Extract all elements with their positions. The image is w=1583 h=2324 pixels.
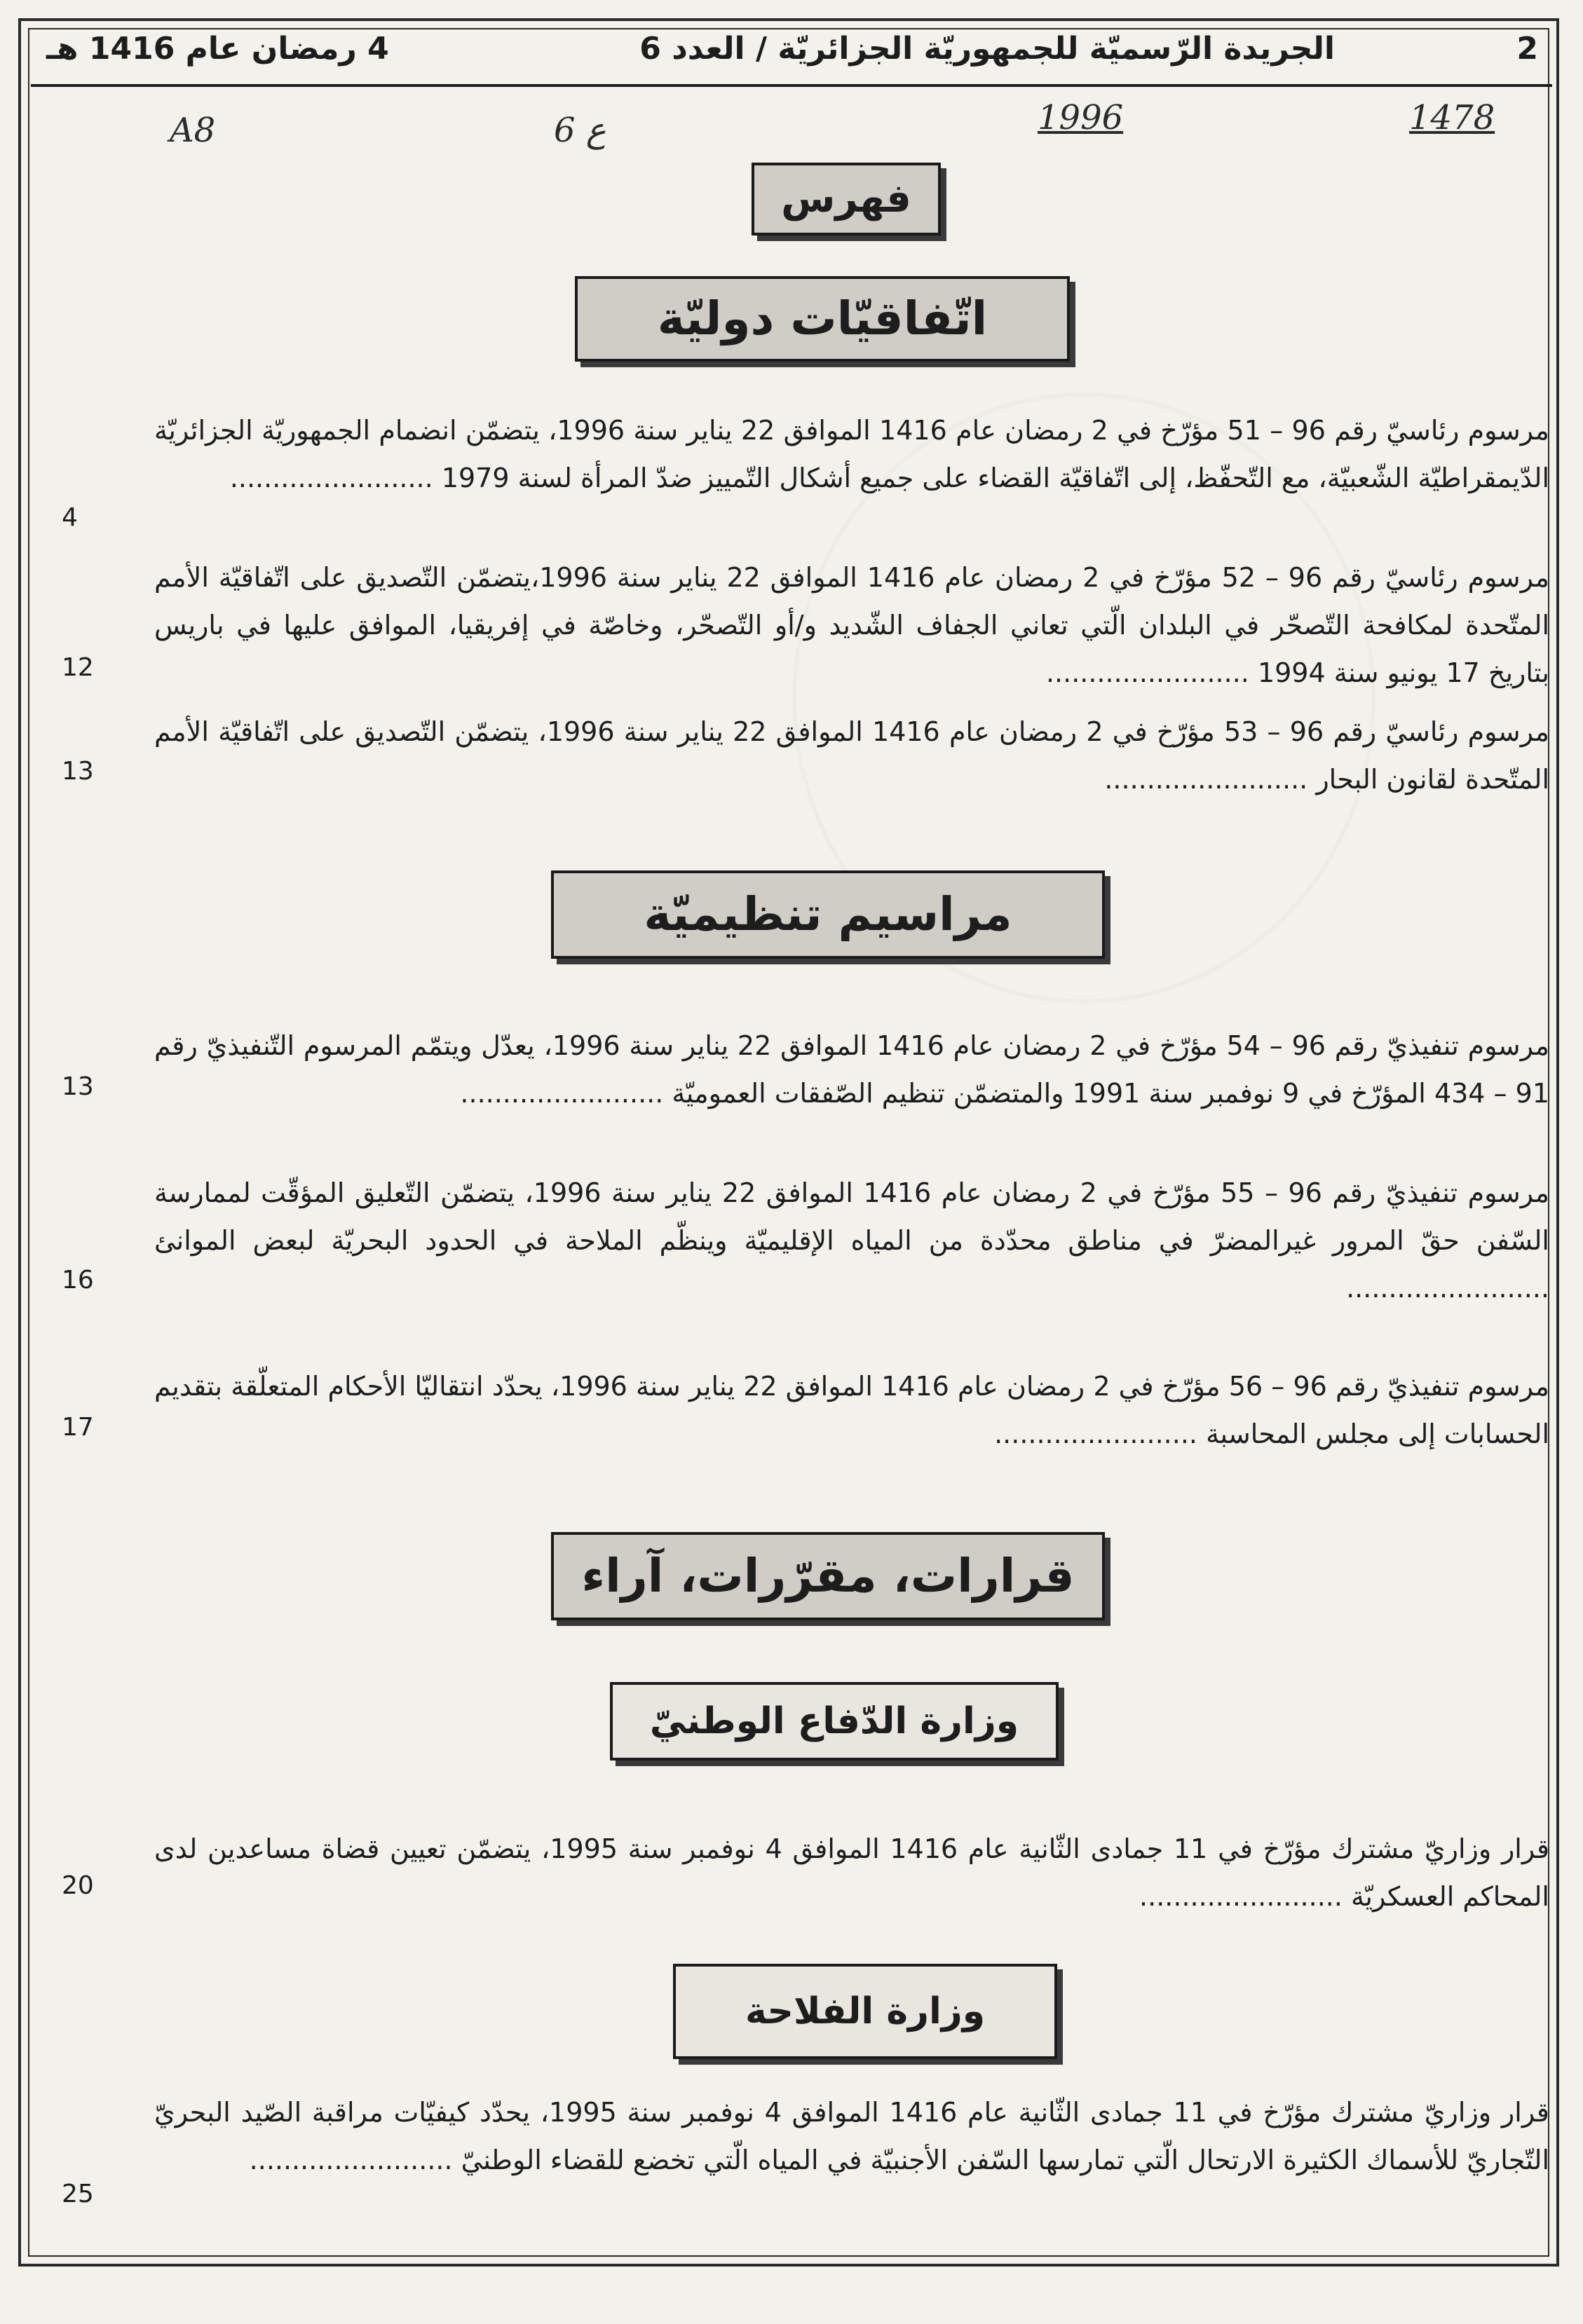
header-title: الجريدة الرّسميّة للجمهوريّة الجزائريّة / العدد 6: [639, 31, 1335, 67]
toc-entry-text: مرسوم رئاسيّ رقم 96 – 52 مؤرّخ في 2 رمضان عام 1416 الموافق 22 يناير سنة 1996،يتضمّن التّصديق على اتّفاقيّة الأمم المتّحدة لمكافحة التّصحّر في البلدان الّتي تعاني الجفاف الشّديد و/أو التّصحّر، وخاصّة في إفريقيا، الموافق عليها في باريس بتاريخ 17 يونيو سنة 1994: [154, 562, 1549, 688]
toc-entry-text: قرار وزاريّ مشترك مؤرّخ في 11 جمادى الثّانية عام 1416 الموافق 4 نوفمبر سنة 1995، يتضمّن تعيين قضاة مساعدين لدى المحاكم العسكريّة: [154, 1833, 1549, 1912]
toc-entry[interactable]: [154, 1825, 1549, 1920]
handwritten-mark: 6 ع: [554, 111, 606, 150]
toc-page-number: 13: [62, 1072, 94, 1101]
page-border-inner: [28, 28, 1549, 2257]
section-regulatory-decrees: مراسيم تنظيميّة: [551, 870, 1105, 959]
toc-entry-text: مرسوم رئاسيّ رقم 96 – 51 مؤرّخ في 2 رمضان عام 1416 الموافق 22 يناير سنة 1996، يتضمّن انضمام الجمهوريّة الجزائريّة الدّيمقراطيّة الشّعبيّة، مع التّحفّظ، إلى اتّفاقيّة القضاء على جميع أشكال التّمييز ضدّ المرأة لسنة 1979: [154, 415, 1549, 493]
toc-entry[interactable]: [154, 406, 1549, 502]
dot-leader: ........................: [460, 1078, 664, 1109]
toc-entry-text: قرار وزاريّ مشترك مؤرّخ في 11 جمادى الثّانية عام 1416 الموافق 4 نوفمبر سنة 1995، يحدّد كيفيّات مراقبة الصّيد البحريّ التّجاريّ للأسماك الكثيرة الارتحال الّتي تمارسها السّفن الأجنبيّة في المياه الّتي تخضع للقضاء الوطنيّ: [154, 2097, 1549, 2175]
toc-entry-text: مرسوم تنفيذيّ رقم 96 – 54 مؤرّخ في 2 رمضان عام 1416 الموافق 22 يناير سنة 1996، يعدّل ويتمّم المرسوم التّنفيذيّ رقم 91 – 434 المؤرّخ في 9 نوفمبر سنة 1991 والمتضمّن تنظيم الصّفقات العموميّة: [154, 1030, 1549, 1109]
toc-entry[interactable]: [154, 554, 1549, 697]
header-page-number: 2: [1516, 31, 1538, 67]
header-date: 4 رمضان عام 1416 هـ: [46, 31, 389, 67]
handwritten-mark: 1478: [1409, 98, 1495, 137]
toc-page-number: 12: [62, 653, 94, 682]
toc-entry[interactable]: [154, 708, 1549, 803]
toc-page-number: 20: [62, 1871, 94, 1900]
dot-leader: ........................: [1139, 1881, 1343, 1912]
toc-page-number: 4: [62, 503, 78, 532]
section-ministry-defense: وزارة الدّفاع الوطنيّ: [610, 1682, 1059, 1761]
handwritten-mark: A8: [170, 111, 216, 150]
dot-leader: ........................: [249, 2145, 453, 2175]
toc-page-number: 17: [62, 1413, 94, 1442]
toc-entry[interactable]: [154, 1362, 1549, 1458]
gazette-header: [31, 21, 1552, 87]
section-international-agreements: اتّفاقيّات دوليّة: [575, 276, 1070, 362]
toc-page-number: 13: [62, 757, 94, 786]
toc-entry-text: مرسوم تنفيذيّ رقم 96 – 56 مؤرّخ في 2 رمضان عام 1416 الموافق 22 يناير سنة 1996، يحدّد انتقاليّا الأحكام المتعلّقة بتقديم الحسابات إلى مجلس المحاسبة: [154, 1371, 1549, 1449]
dot-leader: ........................: [994, 1419, 1197, 1449]
dot-leader: ........................: [1104, 764, 1308, 795]
dot-leader: ........................: [1045, 657, 1249, 688]
handwritten-mark: 1996: [1038, 98, 1124, 137]
index-title: فهرس: [752, 163, 941, 235]
dot-leader: ........................: [229, 463, 433, 493]
dot-leader: ........................: [1346, 1273, 1549, 1304]
section-decisions: قرارات، مقرّرات، آراء: [551, 1532, 1105, 1620]
toc-page-number: 25: [62, 2180, 94, 2208]
toc-entry-text: مرسوم رئاسيّ رقم 96 – 53 مؤرّخ في 2 رمضان عام 1416 الموافق 22 يناير سنة 1996، يتضمّن التّصديق على اتّفاقيّة الأمم المتّحدة لقانون البحار: [154, 716, 1549, 795]
toc-entry[interactable]: [154, 1022, 1549, 1117]
section-ministry-agriculture: وزارة الفلاحة: [673, 1964, 1057, 2059]
toc-entry[interactable]: [154, 1169, 1549, 1312]
toc-entry-text: مرسوم تنفيذيّ رقم 96 – 55 مؤرّخ في 2 رمضان عام 1416 الموافق 22 يناير سنة 1996، يتضمّن التّعليق المؤقّت لممارسة السّفن حقّ المرور غيرالمضرّ في مناطق محدّدة من المياه الإقليميّة وينظّم الملاحة في الحدود البحريّة لبعض الموانئ: [154, 1177, 1549, 1256]
toc-page-number: 16: [62, 1266, 94, 1294]
toc-entry[interactable]: [154, 2089, 1549, 2184]
